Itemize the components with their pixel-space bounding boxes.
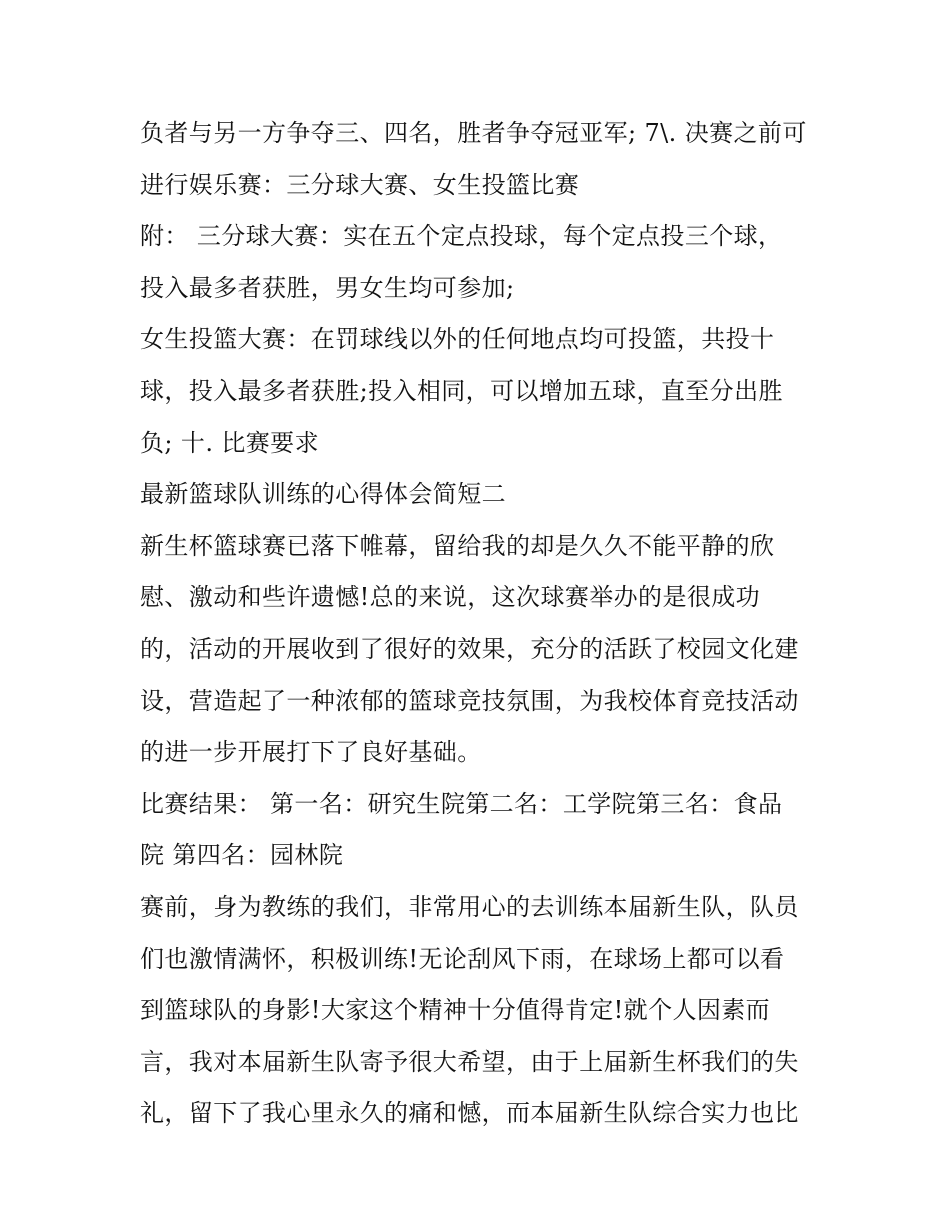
text-line: 的进一步开展打下了良好基础。 bbox=[140, 738, 482, 767]
text-line: 设，营造起了一种浓郁的篮球竞技氛围，为我校体育竞技活动 bbox=[140, 686, 799, 715]
text-line: 负; 十. 比赛要求 bbox=[140, 428, 319, 457]
text-line: 的，活动的开展收到了很好的效果，充分的活跃了校园文化建 bbox=[140, 634, 799, 663]
text-line: 院 第四名：园林院 bbox=[140, 841, 344, 870]
text-line: 女生投篮大赛：在罚球线以外的任何地点均可投篮，共投十 bbox=[140, 325, 775, 354]
text-line: 慰、激动和些许遗憾!总的来说，这次球赛举办的是很成功 bbox=[140, 583, 761, 612]
section-heading: 最新篮球队训练的心得体会简短二 bbox=[140, 480, 506, 509]
text-line: 比赛结果： 第一名：研究生院第二名：工学院第三名：食品 bbox=[140, 789, 783, 818]
text-line: 附： 三分球大赛：实在五个定点投球，每个定点投三个球， bbox=[140, 222, 783, 251]
document-body bbox=[140, 108, 820, 1140]
text-line: 负者与另一方争夺三、四名，胜者争夺冠亚军; 7\. 决赛之前可 bbox=[140, 119, 807, 147]
text-line: 言，我对本届新生队寄予很大希望，由于上届新生杯我们的失 bbox=[140, 1047, 799, 1076]
text-line: 球，投入最多者获胜;投入相同，可以增加五球，直至分出胜 bbox=[140, 376, 783, 405]
text-line: 们也激情满怀，积极训练!无论刮风下雨，在球场上都可以看 bbox=[140, 944, 785, 973]
text-line: 投入最多者获胜，男女生均可参加; bbox=[140, 273, 515, 302]
text-line: 进行娱乐赛：三分球大赛、女生投篮比赛 bbox=[140, 170, 580, 199]
text-line: 到篮球队的身影!大家这个精神十分值得肯定!就个人因素而 bbox=[140, 996, 771, 1025]
text-line: 礼，留下了我心里永久的痛和憾，而本届新生队综合实力也比 bbox=[140, 1099, 799, 1128]
text-line: 新生杯篮球赛已落下帷幕，留给我的却是久久不能平静的欣 bbox=[140, 531, 775, 560]
text-line: 赛前，身为教练的我们，非常用心的去训练本届新生队，队员 bbox=[140, 892, 799, 921]
